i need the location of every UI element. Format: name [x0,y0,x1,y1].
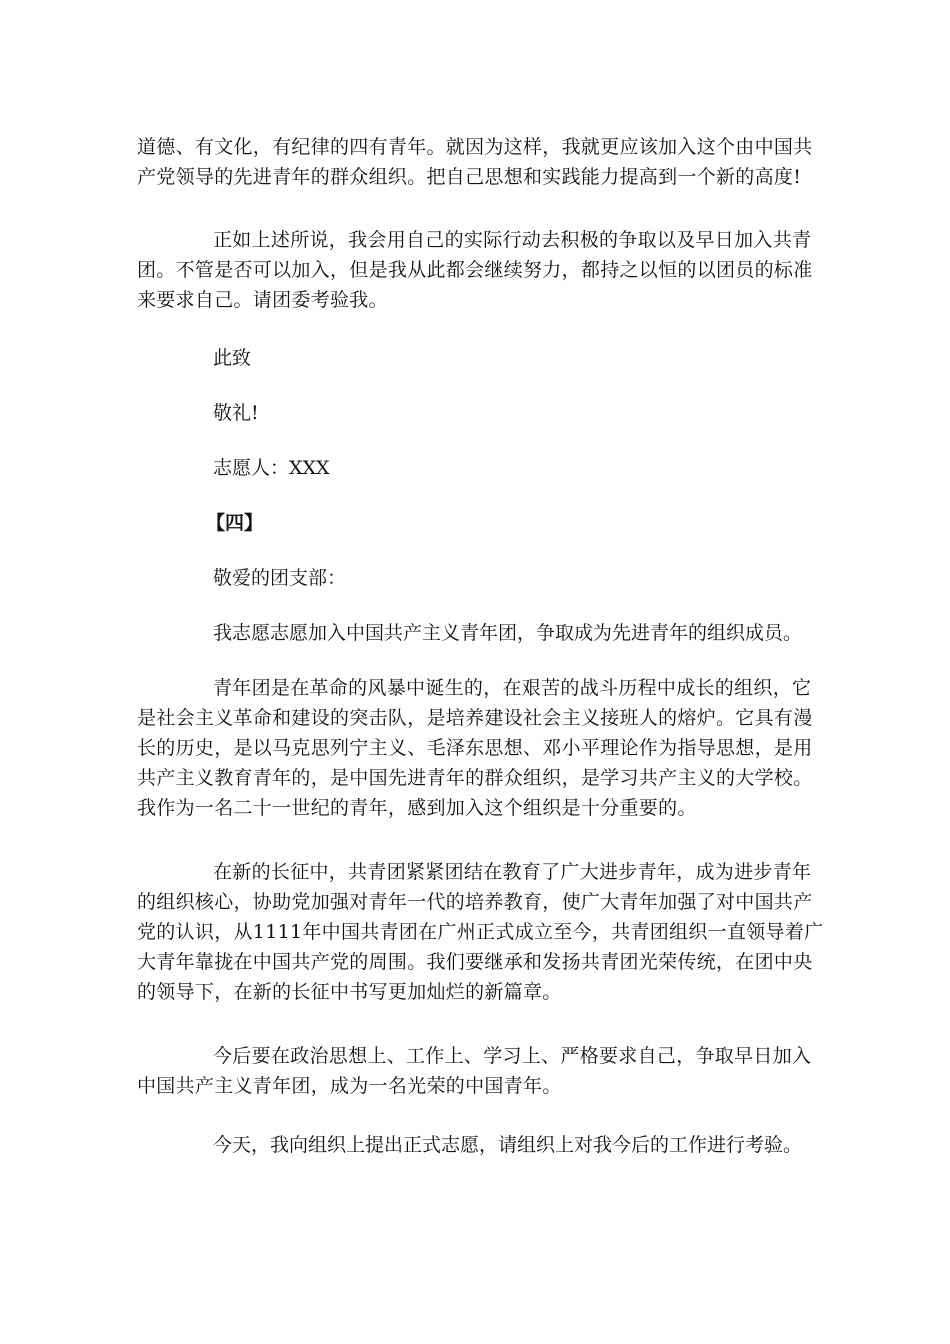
text-line: 大青年靠拢在中国共产党的周围。我们要继承和发扬共青团光荣传统，在团中央 [137,951,813,973]
paragraph-league-history [137,673,813,823]
closing-text: 此致 [213,347,252,369]
text-line: 团。不管是否可以加入，但是我从此都会继续努力，都持之以恒的以团员的标准 [137,259,813,281]
paragraph-formal-request: 今天，我向组织上提出正式志愿，请组织上对我今后的工作进行考验。 [213,1134,803,1156]
text-line: 的组织核心，协助党加强对青年一代的培养教育，使广大青年加强了对中国共产 [137,891,813,913]
text-line: 来要求自己。请团委考验我。 [137,289,388,311]
signature-text: 志愿人：XXX [213,457,330,479]
text-line: 今后要在政治思想上、工作上、学习上、严格要求自己，争取早日加入 [213,1045,812,1067]
greeting-text: 敬爱的团支部： [213,567,347,589]
section-heading: 【四】 [206,512,264,534]
text-line: 的领导下，在新的长征中书写更加灿烂的新篇章。 [137,981,562,1003]
text-line: 共产主义教育青年的，是中国先进青年的群众组织，是学习共产主义的大学校。 [137,767,813,789]
text-line: 我作为一名二十一世纪的青年，感到加入这个组织是十分重要的。 [137,797,697,819]
text-line: 道德、有文化，有纪律的四有青年。就因为这样，我就更应该加入这个由中国共 [137,136,813,158]
text-line: 在新的长征中，共青团紧紧团结在教育了广大进步青年，成为进步青年 [213,861,812,883]
paragraph-future-goals [137,1041,813,1101]
salute-text: 敬礼! [213,402,259,424]
text-line: 产党领导的先进青年的群众组织。把自己思想和实践能力提高到一个新的高度! [137,166,802,188]
text-line: 是社会主义革命和建设的突击队，是培养建设社会主义接班人的熔炉。它具有漫 [137,707,813,729]
text-line: 长的历史，是以马克思列宁主义、毛泽东思想、邓小平理论作为指导思想，是用 [137,737,813,759]
text-line: 正如上述所说，我会用自己的实际行动去积极的争取以及早日加入共青 [213,229,812,251]
paragraph-moral-culture [137,132,813,192]
text-line: 中国共产主义青年团，成为一名光荣的中国青年。 [137,1075,562,1097]
text-line: 党的认识，从1111年中国共青团在广州正式成立至今，共青团组织一直领导着广 [137,921,824,943]
paragraph-commitment [137,225,813,315]
paragraph-long-march [137,857,824,1007]
paragraph-intent: 我志愿志愿加入中国共产主义青年团，争取成为先进青年的组织成员。 [213,622,803,644]
text-line: 青年团是在革命的风暴中诞生的，在艰苦的战斗历程中成长的组织，它 [213,677,812,699]
